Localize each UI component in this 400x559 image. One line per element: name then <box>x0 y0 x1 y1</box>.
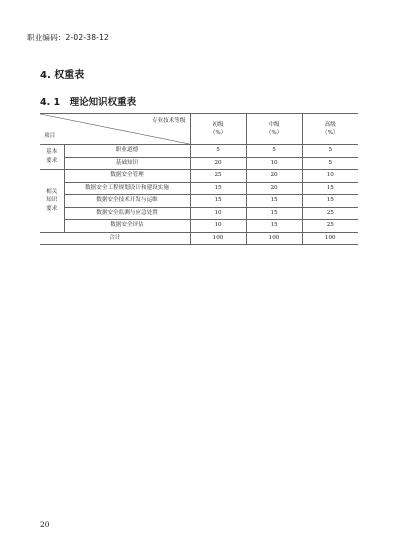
value-cell: 20 <box>190 157 246 170</box>
value-cell: 25 <box>302 207 358 220</box>
total-row <box>40 232 358 245</box>
table-row <box>40 220 358 233</box>
value-cell: 25 <box>190 170 246 183</box>
category-related <box>40 170 64 233</box>
value-cell: 15 <box>190 182 246 195</box>
item-cell: 职业道德 <box>64 145 190 158</box>
item-cell: 数据安全监测与应急处置 <box>64 207 190 220</box>
value-cell: 10 <box>302 170 358 183</box>
value-cell: 10 <box>190 220 246 233</box>
table-row <box>40 182 358 195</box>
level-unit: （%） <box>265 130 283 136</box>
value-cell: 15 <box>302 182 358 195</box>
corner-label-item: 项目 <box>44 133 56 140</box>
level-unit: （%） <box>209 130 227 136</box>
table-row <box>40 157 358 170</box>
value-cell: 15 <box>246 220 302 233</box>
table-corner-cell <box>40 114 190 145</box>
table-row <box>40 207 358 220</box>
item-cell: 数据安全技术开发与运维 <box>64 195 190 208</box>
total-value: 100 <box>246 232 302 245</box>
category-basic <box>40 145 64 170</box>
section-title: 4. 权重表 <box>40 70 85 81</box>
value-cell: 5 <box>190 145 246 158</box>
occupation-code: 职业编码：2-02-38-12 <box>27 33 110 42</box>
level-header-intermediate <box>246 114 302 145</box>
value-cell: 5 <box>302 145 358 158</box>
page-number: 20 <box>40 520 50 529</box>
value-cell: 20 <box>246 170 302 183</box>
category-label: 相关 知识 要求 <box>46 188 58 213</box>
table-row <box>40 170 358 183</box>
value-cell: 5 <box>302 157 358 170</box>
category-label: 基本 要求 <box>46 149 58 164</box>
table-header-row <box>40 114 358 145</box>
value-cell: 15 <box>190 195 246 208</box>
level-name: 高级 <box>324 121 336 128</box>
weight-table <box>40 113 358 245</box>
level-name: 中级 <box>268 121 280 128</box>
value-cell: 15 <box>246 195 302 208</box>
value-cell: 5 <box>246 145 302 158</box>
value-cell: 25 <box>302 220 358 233</box>
total-value: 100 <box>190 232 246 245</box>
item-cell: 数据安全评估 <box>64 220 190 233</box>
value-cell: 10 <box>246 157 302 170</box>
total-value: 100 <box>302 232 358 245</box>
value-cell: 10 <box>190 207 246 220</box>
level-unit: （%） <box>321 130 339 136</box>
level-header-junior <box>190 114 246 145</box>
level-name: 初级 <box>212 121 224 128</box>
item-cell: 数据安全工程规划设计和建设实施 <box>64 182 190 195</box>
total-label: 合计 <box>40 232 190 245</box>
value-cell: 20 <box>246 182 302 195</box>
value-cell: 15 <box>246 207 302 220</box>
table-row <box>40 195 358 208</box>
item-cell: 基础知识 <box>64 157 190 170</box>
item-cell: 数据安全管理 <box>64 170 190 183</box>
level-header-senior <box>302 114 358 145</box>
section-subtitle: 4. 1 理论知识权重表 <box>40 97 137 108</box>
value-cell: 15 <box>302 195 358 208</box>
table-row <box>40 145 358 158</box>
corner-label-level: 专业技术等级 <box>151 118 186 124</box>
